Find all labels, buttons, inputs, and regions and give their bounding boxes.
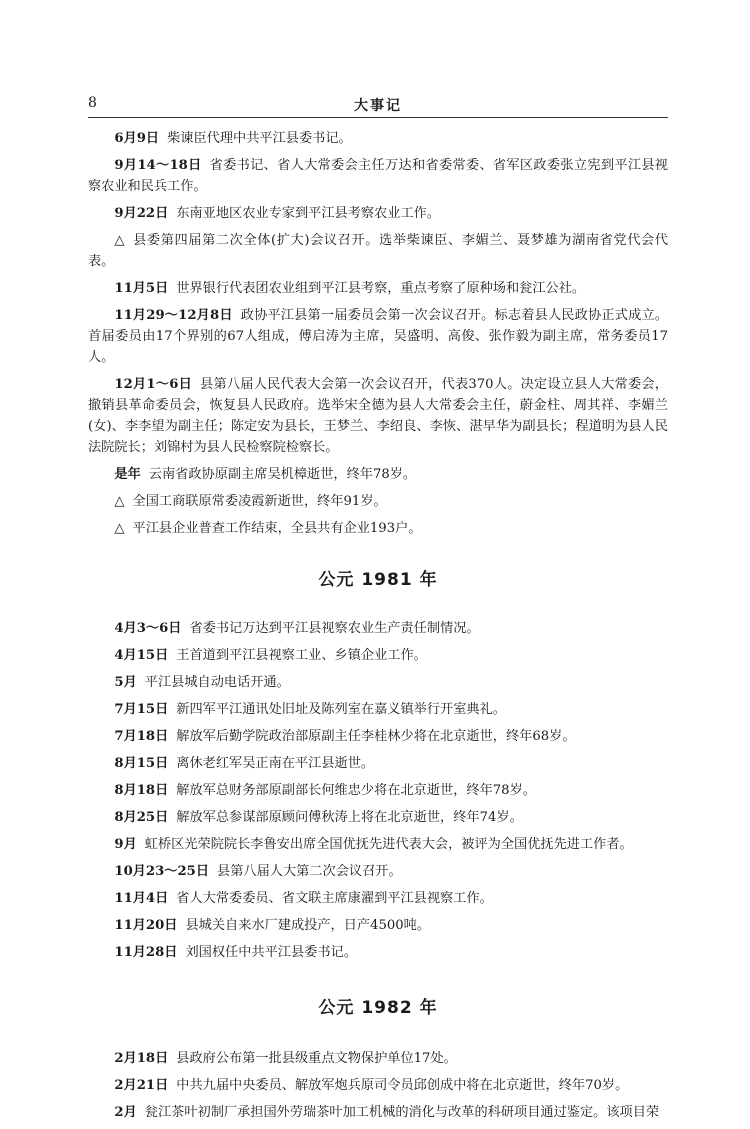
entry-date: 2月 [114,1105,137,1120]
entry-text: 解放军总财务部原副部长何维忠少将在北京逝世，终年78岁。 [176,783,536,798]
chronicle-entry [88,753,668,774]
entry-date: △ [114,494,125,509]
chronicle-entry [88,807,668,828]
entry-text: 柴谏臣代理中共平江县委书记。 [167,131,352,146]
section-1981 [88,618,668,963]
entry-text: 东南亚地区农业专家到平江县考察农业工作。 [176,206,441,221]
entry-text: 离休老红军吴正南在平江县逝世。 [176,756,375,771]
entry-text: 县第八届人大第二次会议召开。 [217,864,402,879]
entry-date: △ [114,521,125,536]
entry-text: 全国工商联原常委凌霞新逝世，终年91岁。 [132,494,387,509]
chronicle-entry [88,618,668,639]
entry-text: 虹桥区光荣院院长李鲁安出席全国优抚先进代表大会，被评为全国优抚先进工作者。 [144,837,633,852]
chronicle-entry [88,699,668,720]
entry-date: 11月29～12月8日 [114,308,233,323]
chronicle-entry [88,374,668,458]
entry-date: 9月 [114,837,137,852]
entry-text: 省委书记、省人大常委会主任万达和省委常委、省军区政委张立宪到平江县视察农业和民兵工作。 [88,158,668,194]
entry-date: 7月18日 [114,729,169,744]
entry-date: 4月15日 [114,648,169,663]
entry-date: 8月25日 [114,810,169,825]
chronicle-entry [88,230,668,272]
entry-text: 刘国权任中共平江县委书记。 [185,945,357,960]
entry-date: 11月4日 [114,891,169,906]
entry-date: 10月23～25日 [114,864,210,879]
chronicle-entry [88,915,668,936]
section-1982 [88,1048,668,1123]
year-heading-1981: 公元 1981 年 [318,570,438,590]
entry-date: 11月5日 [114,281,169,296]
chronicle-entry [88,861,668,882]
chronicle-entry [88,645,668,666]
entry-date: 2月21日 [114,1078,169,1093]
entry-text: 瓮江茶叶初制厂承担国外劳瑞茶叶加工机械的消化与改革的科研项目通过鉴定。该项目荣 [144,1105,660,1120]
entry-text: 政协平江县第一届委员会第一次会议召开。标志着县人民政协正式成立。首届委员由17个界别的67人组成，傅启涛为主席，吴盛明、高俊、张作毅为副主席，常务委员17人。 [88,308,668,365]
entry-date: 7月15日 [114,702,169,717]
entry-text: 王首道到平江县视察工业、乡镇企业工作。 [176,648,427,663]
entry-text: 新四军平江通讯处旧址及陈列室在嘉义镇举行开室典礼。 [176,702,506,717]
chronicle-entry [88,278,668,299]
entry-text: 县政府公布第一批县级重点文物保护单位17处。 [176,1051,457,1066]
entry-date: 9月22日 [114,206,169,221]
year-heading-1982: 公元 1982 年 [318,998,438,1018]
chronicle-entry [88,155,668,197]
entry-text: 省委书记万达到平江县视察农业生产责任制情况。 [189,621,480,636]
entry-date: 12月1～6日 [114,377,193,392]
entry-date: 11月20日 [114,918,178,933]
chronicle-entry [88,1075,668,1096]
entry-date: 6月9日 [114,131,160,146]
entry-date: △ [114,233,126,248]
entry-text: 县委第四届第二次全体(扩大)会议召开。选举柴谏臣、李媚兰、聂梦雄为湖南省党代会代表。 [88,233,668,269]
entry-text: 中共九届中央委员、解放军炮兵原司令员邱创成中将在北京逝世，终年70岁。 [176,1078,629,1093]
running-header [88,95,668,118]
chronicle-body [88,128,668,1129]
chronicle-entry [88,464,668,485]
chronicle-entry [88,780,668,801]
chronicle-entry [88,1048,668,1069]
section-1980 [88,128,668,539]
chronicle-entry [88,305,668,368]
chronicle-entry [88,834,668,855]
entry-date: 11月28日 [114,945,178,960]
chronicle-entry [88,942,668,963]
chronicle-entry [88,726,668,747]
chronicle-entry [88,491,668,512]
chronicle-entry [88,518,668,539]
page-number: 8 [88,95,97,111]
entry-date: 5月 [114,675,137,690]
entry-date: 8月18日 [114,783,169,798]
entry-text: 解放军后勤学院政治部原副主任李桂林少将在北京逝世，终年68岁。 [176,729,576,744]
entry-text: 县第八届人民代表大会第一次会议召开，代表370人。决定设立县人大常委会，撤销县革命委员会，恢复县人民政府。选举宋全德为县人大常委会主任，蔚金柱、周其祥、李媚兰(女)、李李望为副主任；陈定安为县长，王梦兰、李绍良、李恢、湛早华为副县长；程道明为县人民法院院长；刘锦村为县人民检察院检察长。 [88,377,668,455]
chronicle-entry [88,203,668,224]
chronicle-entry [88,672,668,693]
chronicle-entry [88,1102,668,1123]
entry-date: 8月15日 [114,756,169,771]
entry-text: 省人大常委委员、省文联主席康濯到平江县视察工作。 [176,891,493,906]
entry-text: 平江县企业普查工作结束，全县共有企业193户。 [132,521,422,536]
entry-date: 4月3～6日 [114,621,182,636]
entry-date: 2月18日 [114,1051,169,1066]
running-title: 大事记 [354,98,402,114]
entry-text: 解放军总参谋部原顾问傅秋涛上将在北京逝世，终年74岁。 [176,810,523,825]
entry-text: 平江县城自动电话开通。 [144,675,290,690]
entry-text: 世界银行代表团农业组到平江县考察，重点考察了原种场和瓮江公社。 [176,281,586,296]
entry-date: 是年 [114,467,141,482]
entry-date: 9月14～18日 [114,158,202,173]
entry-text: 云南省政协原副主席吴机樟逝世，终年78岁。 [148,467,417,482]
chronicle-entry [88,888,668,909]
entry-text: 县城关自来水厂建成投产，日产4500吨。 [185,918,431,933]
chronicle-entry [88,128,668,149]
